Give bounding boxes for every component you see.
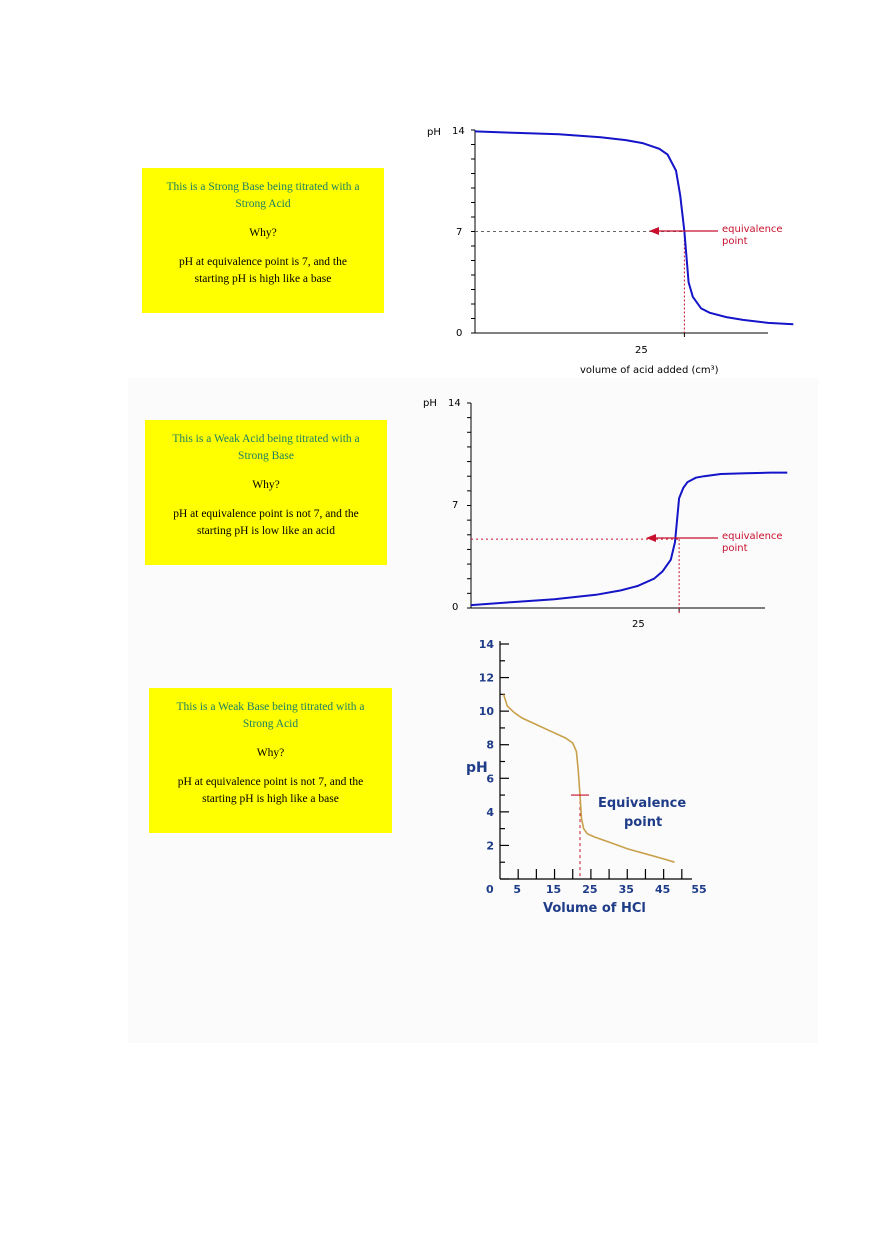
- x-tick-label-0: 0: [486, 883, 494, 896]
- x-tick-label-25: 25: [635, 345, 648, 356]
- x-tick-labels: [513, 883, 706, 896]
- note-heading: This is a Weak Base being titrated with a Strong Acid: [176, 701, 365, 730]
- y-tick-labels: [479, 638, 495, 852]
- note-why: Why?: [256, 747, 285, 759]
- x-axis-label: Volume of HCl: [543, 901, 646, 916]
- x-tick-label: 55: [691, 883, 707, 896]
- x-tick-label: 35: [618, 883, 634, 896]
- x-axis-label: volume of acid added (cm³): [580, 365, 719, 376]
- y-axis-label: pH: [423, 398, 437, 409]
- y-tick-label-14: 14: [452, 126, 465, 137]
- y-tick-label: 10: [478, 705, 494, 719]
- note-explanation: pH at equivalence point is 7, and the starting pH is high like a base: [179, 256, 347, 285]
- equivalence-label-line2: point: [722, 543, 748, 554]
- equivalence-label-line2: point: [624, 815, 663, 830]
- y-axis-label: pH: [466, 760, 488, 776]
- y-tick-label: 4: [486, 805, 494, 819]
- x-tick-label: 15: [545, 883, 562, 896]
- y-tick-label: 6: [486, 772, 494, 786]
- note-explanation: pH at equivalence point is not 7, and the starting pH is low like an acid: [173, 508, 359, 537]
- y-tick-label: 2: [486, 839, 494, 853]
- note-explanation: pH at equivalence point is not 7, and the starting pH is high like a base: [177, 776, 364, 805]
- y-axis-label: pH: [427, 127, 441, 138]
- note-heading: This is a Strong Base being titrated with a Strong Acid: [166, 181, 360, 210]
- equivalence-label-line1: equivalence: [722, 531, 783, 542]
- x-tick-label: 25: [582, 883, 598, 896]
- note-why: Why?: [249, 227, 277, 239]
- equivalence-label-line1: equivalence: [722, 224, 783, 235]
- y-tick-label-0: 0: [452, 602, 459, 613]
- y-tick-label-7: 7: [456, 227, 463, 238]
- y-tick-label-0: 0: [456, 328, 463, 339]
- note-heading: This is a Weak Acid being titrated with a Strong Base: [172, 433, 360, 462]
- y-tick-label: 14: [478, 638, 494, 651]
- x-tick-label: 5: [513, 883, 522, 896]
- y-tick-label-14: 14: [448, 398, 461, 409]
- y-tick-label-7: 7: [452, 500, 459, 511]
- equivalence-label-line1: Equivalence: [598, 796, 687, 811]
- y-tick-label: 8: [486, 738, 494, 752]
- equivalence-label-line2: point: [722, 236, 748, 247]
- y-tick-label: 12: [478, 671, 494, 685]
- x-tick-label: 45: [654, 883, 671, 896]
- note-why: Why?: [252, 479, 280, 491]
- y-axis-ticks: [500, 644, 509, 879]
- x-axis-ticks: [518, 869, 682, 879]
- ph-curve: [504, 694, 675, 862]
- x-tick-label-25: 25: [632, 619, 645, 630]
